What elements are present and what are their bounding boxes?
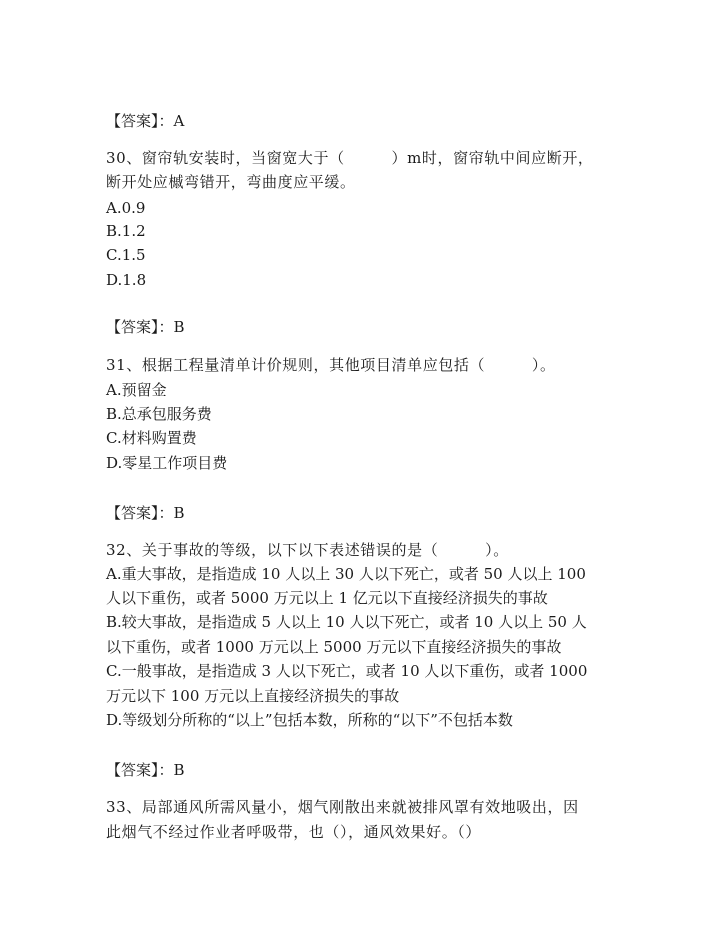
question-31-option-a: A.预留金 (106, 381, 167, 399)
question-32-option-line: A.重大事故，是指造成 10 人以上 30 人以下死亡，或者 50 人以上 100 (106, 565, 586, 583)
question-32-option-line: D.等级划分所称的“以上”包括本数，所称的“以下”不包括本数 (106, 711, 513, 729)
question-30-stem-line-1: 30、窗帘轨安装时，当窗宽大于（ ）m时，窗帘轨中间应断开， (106, 149, 594, 167)
question-32-option-line: 以下重伤，或者 1000 万元以上 5000 万元以下直接经济损失的事故 (106, 638, 562, 656)
question-32-option-line: 万元以下 100 万元以上直接经济损失的事故 (106, 687, 400, 705)
question-33-stem-line-2: 此烟气不经过作业者呼吸带，也（），通风效果好。（） (106, 823, 482, 841)
question-31-option-c: C.材料购置费 (106, 429, 197, 447)
question-32-option-line: 人以下重伤，或者 5000 万元以上 1 亿元以下直接经济损失的事故 (106, 589, 548, 607)
question-32-stem: 32、关于事故的等级，以下以下表述错误的是（ ）。 (106, 541, 509, 559)
question-30-option-d: D.1.8 (106, 271, 147, 289)
answer-line: 【答案】：B (106, 318, 185, 336)
question-33-stem-line-1: 33、局部通风所需风量小，烟气刚散出来就被排风罩有效地吸出，因 (106, 798, 579, 816)
question-31-stem: 31、根据工程量清单计价规则，其他项目清单应包括（ ）。 (106, 356, 556, 374)
question-31-option-d: D.零星工作项目费 (106, 454, 228, 472)
answer-line: 【答案】：A (106, 112, 185, 130)
question-32-option-line: B.较大事故，是指造成 5 人以上 10 人以下死亡，或者 10 人以上 50 人 (106, 613, 587, 631)
answer-line: 【答案】：B (106, 504, 185, 522)
question-30-option-a: A.0.9 (106, 199, 146, 217)
question-30-option-c: C.1.5 (106, 246, 146, 264)
question-32-option-line: C.一般事故，是指造成 3 人以下死亡，或者 10 人以下重伤，或者 1000 (106, 662, 588, 680)
question-30-option-b: B.1.2 (106, 222, 146, 240)
answer-line: 【答案】：B (106, 761, 185, 779)
question-30-stem-line-2: 断开处应槭弯错开，弯曲度应平缓。 (106, 173, 356, 191)
question-31-option-b: B.总承包服务费 (106, 405, 212, 423)
